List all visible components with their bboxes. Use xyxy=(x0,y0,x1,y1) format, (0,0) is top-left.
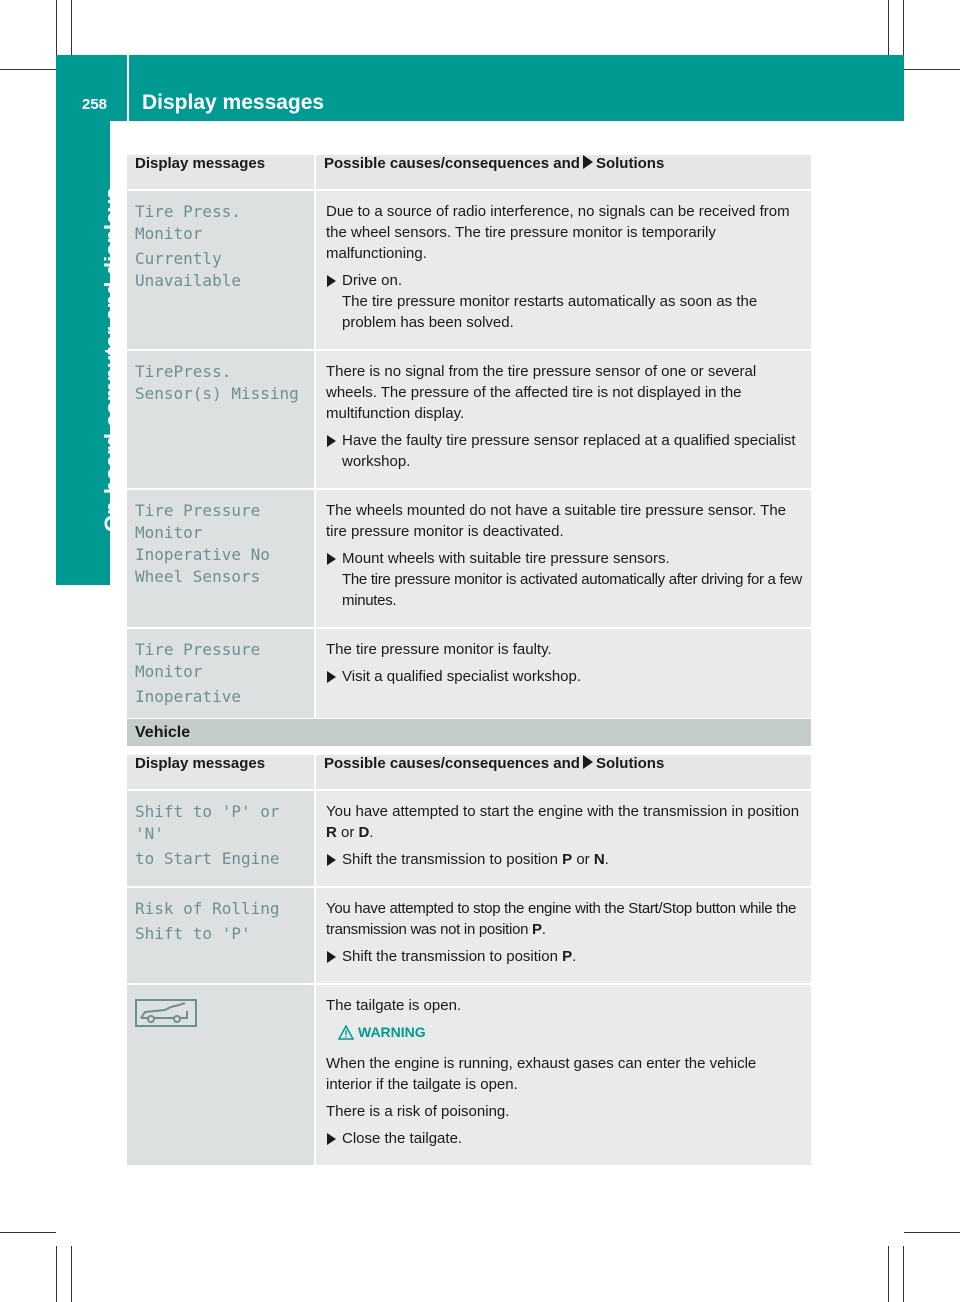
column-header-solutions: Possible causes/consequences and Solutions xyxy=(315,155,811,190)
section-header-vehicle xyxy=(127,719,811,746)
solution-step: Visit a qualified specialist workshop. xyxy=(326,666,803,687)
step-arrow-icon xyxy=(327,854,336,866)
message-description: Due to a source of radio interference, no signals can be received from the wheel sensors. The tire pressure monitor is temporarily malfunctioning. Drive on. The tire pressure monitor restarts automatically as soon as the problem has been solved. xyxy=(315,190,811,350)
solution-step: Close the tailgate. xyxy=(326,1128,803,1149)
arrow-icon xyxy=(583,755,593,769)
message-description: There is no signal from the tire pressure sensor of one or several wheels. The pressure of the affected tire is not displayed in the multifunction display. Have the faulty tire pressure sensor replaced at a qualified specialist workshop. xyxy=(315,350,811,489)
solution-step: Drive on. The tire pressure monitor restarts automatically as soon as the problem has been solved. xyxy=(326,270,803,333)
display-message-code: Tire Pressure Monitor Inoperative xyxy=(127,628,315,719)
table-row xyxy=(127,790,811,887)
crop-mark xyxy=(56,1246,57,1302)
table-row xyxy=(127,350,811,489)
display-message-code: TirePress. Sensor(s) Missing xyxy=(127,350,315,489)
tire-pressure-messages-table xyxy=(127,155,811,720)
tailgate-open-icon xyxy=(135,999,197,1027)
crop-mark xyxy=(71,1246,72,1302)
table-row xyxy=(127,984,811,1166)
crop-mark xyxy=(888,1246,889,1302)
step-arrow-icon xyxy=(327,1133,336,1145)
chapter-label: On-board computer and displays xyxy=(100,187,125,532)
display-message-code: Shift to 'P' or 'N' to Start Engine xyxy=(127,790,315,887)
step-arrow-icon xyxy=(327,553,336,565)
message-description: You have attempted to start the engine with the transmission in position R or D. Shift the transmission to position P or N. xyxy=(315,790,811,887)
column-header-messages: Display messages xyxy=(127,155,315,190)
warning-label: WARNING xyxy=(338,1022,803,1043)
table-header-row xyxy=(127,755,811,790)
crop-mark xyxy=(903,0,904,56)
crop-mark xyxy=(0,69,56,70)
message-description: You have attempted to stop the engine with the Start/Stop button while the transmission was not in position P. Shift the transmission to position P. xyxy=(315,887,811,984)
display-message-icon-cell xyxy=(127,984,315,1166)
crop-mark xyxy=(888,0,889,56)
crop-mark xyxy=(0,1232,56,1233)
page-title: Display messages xyxy=(142,91,325,114)
table-row xyxy=(127,489,811,628)
arrow-icon xyxy=(583,155,593,169)
vehicle-messages-table xyxy=(127,755,811,1167)
table-row xyxy=(127,887,811,984)
column-header-solutions: Possible causes/consequences and Solutions xyxy=(315,755,811,790)
step-arrow-icon xyxy=(327,671,336,683)
solution-step: Shift the transmission to position P or N. xyxy=(326,849,803,870)
display-message-code: Tire Pressure Monitor Inoperative No Wheel Sensors xyxy=(127,489,315,628)
warning-triangle-icon xyxy=(338,1025,354,1040)
message-description: The tailgate is open. WARNING When the engine is running, exhaust gases can enter the vehicle interior if the tailgate is open. There is a risk of poisoning. Close the tailgate. xyxy=(315,984,811,1166)
display-message-code: Tire Press. Monitor Currently Unavailable xyxy=(127,190,315,350)
step-arrow-icon xyxy=(327,275,336,287)
solution-step: Have the faulty tire pressure sensor replaced at a qualified specialist workshop. xyxy=(326,430,803,472)
table-row xyxy=(127,190,811,350)
crop-mark xyxy=(71,0,72,56)
crop-mark xyxy=(56,0,57,56)
crop-mark xyxy=(903,1246,904,1302)
solution-step: Shift the transmission to position P. xyxy=(326,946,803,967)
page-number: 258 xyxy=(82,96,108,113)
section-title: Vehicle xyxy=(135,724,191,741)
message-description: The tire pressure monitor is faulty. Visit a qualified specialist workshop. xyxy=(315,628,811,719)
column-header-messages: Display messages xyxy=(127,755,315,790)
step-arrow-icon xyxy=(327,435,336,447)
message-description: The wheels mounted do not have a suitable tire pressure sensor. The tire pressure monitor is deactivated. Mount wheels with suitable tire pressure sensors. The tire pressure monitor is activated automatically after driving for a few minutes. xyxy=(315,489,811,628)
table-row xyxy=(127,628,811,719)
step-arrow-icon xyxy=(327,951,336,963)
crop-mark xyxy=(904,69,960,70)
header-divider xyxy=(127,55,129,121)
display-message-code: Risk of Rolling Shift to 'P' xyxy=(127,887,315,984)
solution-step: Mount wheels with suitable tire pressure sensors. The tire pressure monitor is activated automatically after driving for a few minutes. xyxy=(326,548,803,611)
crop-mark xyxy=(904,1232,960,1233)
table-header-row xyxy=(127,155,811,190)
